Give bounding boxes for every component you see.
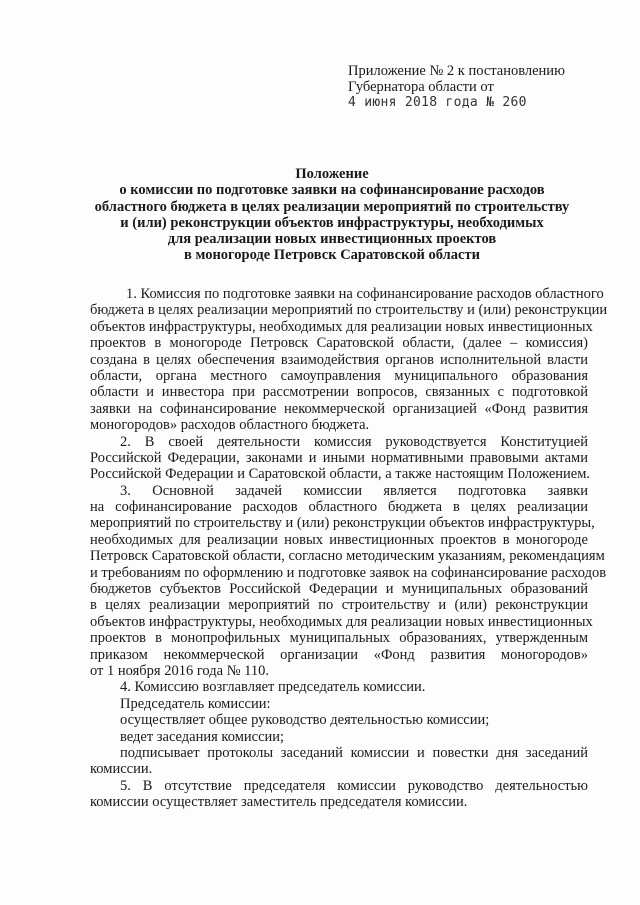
body-line: 1. Комиссия по подготовке заявки на софинансирование расходов областного — [126, 286, 604, 302]
body-line: создана в целях обеспечения взаимодействия органов исполнительной власти — [90, 351, 588, 368]
document-body — [90, 286, 608, 811]
title-line: областного бюджета в целях реализации мероприятий по строительству — [94, 198, 570, 215]
body-line: 5. В отсутствие председателя комиссии руководство деятельностью — [120, 777, 588, 794]
appendix-header-line-1: Приложение № 2 к постановлению — [348, 63, 565, 79]
body-line: мероприятий по строительству и (или) реконструкции объектов инфраструктуры, — [90, 515, 595, 532]
body-line: области, органа местного самоуправления муниципального образования — [90, 367, 588, 384]
body-line: бюджетов субъектов Российской Федерации и муниципальных образований — [90, 581, 588, 598]
body-line: 4. Комиссию возглавляет председатель комиссии. — [120, 679, 426, 696]
title-line: для реализации новых инвестиционных проектов — [167, 231, 497, 248]
body-line: подписывает протоколы заседаний комиссии и повестки дня заседаний — [120, 744, 588, 761]
body-line: объектов инфраструктуры, необходимых для реализации новых инвестиционных — [90, 318, 593, 335]
body-line: на софинансирование расходов областного бюджета в целях реализации — [90, 499, 588, 516]
body-line: бюджета в целях реализации мероприятий по строительству и (или) реконструкции — [90, 302, 608, 319]
body-line: объектов инфраструктуры, необходимых для реализации новых инвестиционных — [90, 613, 593, 630]
body-line: проектов в монопрофильных муниципальных образованиях, утвержденным — [90, 630, 588, 647]
body-line: области и инвестора при рассмотрении вопросов, связанных с подготовкой — [90, 384, 588, 401]
body-line: комиссии осуществляет заместитель председателя комиссии. — [90, 794, 468, 811]
body-line: 2. В своей деятельности комиссия руководствуется Конституцией — [120, 433, 588, 450]
body-line: в целях реализации мероприятий по строительству и (или) реконструкции — [90, 597, 588, 614]
body-line: Российской Федерации, законами и иными нормативными правовыми актами — [90, 449, 588, 466]
document-title — [60, 166, 604, 264]
title-line: о комиссии по подготовке заявки на софинансирование расходов — [119, 182, 545, 199]
body-line: моногородов» расходов областного бюджета. — [90, 417, 370, 434]
body-line: осуществляет общее руководство деятельностью комиссии; — [120, 712, 490, 729]
body-line: от 1 ноября 2016 года № 110. — [90, 662, 269, 679]
body-line: Председатель комиссии: — [120, 695, 271, 712]
title-line: и (или) реконструкции объектов инфраструктуры, необходимых — [120, 214, 544, 231]
body-line: комиссии. — [90, 761, 153, 778]
appendix-header-date: 4 июня 2018 года № 260 — [348, 95, 527, 110]
body-line: 3. Основной задачей комиссии является подготовка заявки — [120, 482, 588, 499]
body-line: ведет заседания комиссии; — [120, 728, 285, 745]
body-line: Российской Федерации и Саратовской области, а также настоящим Положением. — [90, 466, 591, 483]
body-line: проектов в моногороде Петровск Саратовской области, (далее – комиссия) — [90, 335, 588, 352]
body-line: необходимых для реализации новых инвестиционных проектов в моногороде — [90, 531, 588, 548]
body-line: приказом некоммерческой организации «Фонд развития моногородов» — [90, 646, 588, 663]
title-line: Положение — [295, 166, 369, 182]
appendix-header-line-2: Губернатора области от — [348, 79, 494, 95]
appendix-header — [348, 63, 608, 111]
body-line: Петровск Саратовской области, согласно методическим указаниям, рекомендациям — [90, 548, 605, 565]
title-line: в моногороде Петровск Саратовской области — [184, 247, 480, 264]
body-line: и требованиям по оформлению и подготовке заявок на софинансирование расходов — [90, 564, 607, 581]
body-line: заявки на софинансирование некоммерческой организацией «Фонд развития — [90, 400, 588, 417]
